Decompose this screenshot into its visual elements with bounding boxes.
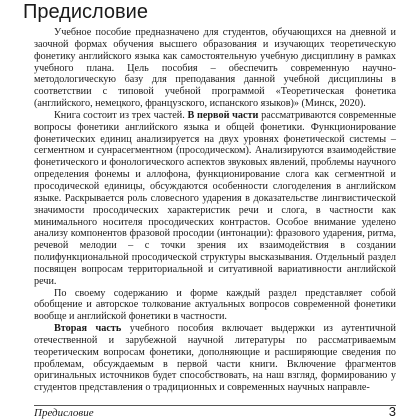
paragraph-2-bold: В первой части [187,109,259,121]
paragraph-3-text: По своему содержанию и форме каждый раздел представляет собой обобщение и авторское толкование актуальных вопросов современной фонетики вообще и английской фонетики в частности. [34,287,396,323]
paragraph-2-lead: Книга состоит из трех частей. [54,109,188,121]
paragraph-1-text: Учебное пособие предназначено для студентов, обучающихся на дневной и заочной формах обучения высшего образования и изучающих теоретическую фонетику английского языка как самостоятельную учебную дисциплину в рамках учебного плана. Цель пособия – обеспечить современную научно-методологическую базу для преподавания данной учебной дисциплины в соответствии с типовой учебной программой «Теоретическая фонетика (английского, немецкого, французского, испанского языков)» (Минск, 2020). [34,27,396,110]
paragraph-4-bold: Вторая часть [54,323,122,335]
paragraph-1 [34,27,396,110]
body-text [34,27,396,394]
page-number: 3 [388,404,396,419]
paragraph-2-text: рассматриваются современные вопросы фонетики английского языка и общей фонетики. Функционирование фонетических единиц анализируется на двух уровнях фонетической системы – сегментном и сунрасегментном (просодическом). Анализируются взаимодействие фонетического и фонологического аспектов звуковых явлений, проблемы научного определения фонемы и аллофона, функционирование слога как сегментной и просодической единицы, обсуждаются особенности слогоделения в английском языке. Раскрывается роль словесного ударения в доказательстве лингвистической значимости просодических характеристик речи и слога, в частности как минимального носителя просодических контрастов. Особое внимание уделено анализу компонентов фразовой просодии (интонации): фразового ударения, ритма, речевой мелодии – с точки зрения их взаимодействия в создании полифункциональной просодической структуры высказывания. Отдельный раздел посвящен вопросам территориальной и ситуативной вариативности английской речи. [34,109,397,287]
footer-section-title: Предисловие [34,407,94,419]
paragraph-4 [34,323,396,394]
page-heading: Предисловие [23,1,148,23]
paragraph-2 [34,110,396,288]
footer-rule [34,405,396,406]
paragraph-4-text: учебного пособия включает выдержки из аутентичной отечественной и зарубежной научной литературы по рассматриваемым теоретическим вопросам фонетики, дополняющие и расширяющие сведения по проблемам, обсуждаемым в первой части книги. Включение фрагментов оригинальных источников будет способствовать, на наш взгляд, формированию у студентов представления о традиционных и современных научных направле- [34,323,396,394]
paragraph-3 [34,288,396,324]
